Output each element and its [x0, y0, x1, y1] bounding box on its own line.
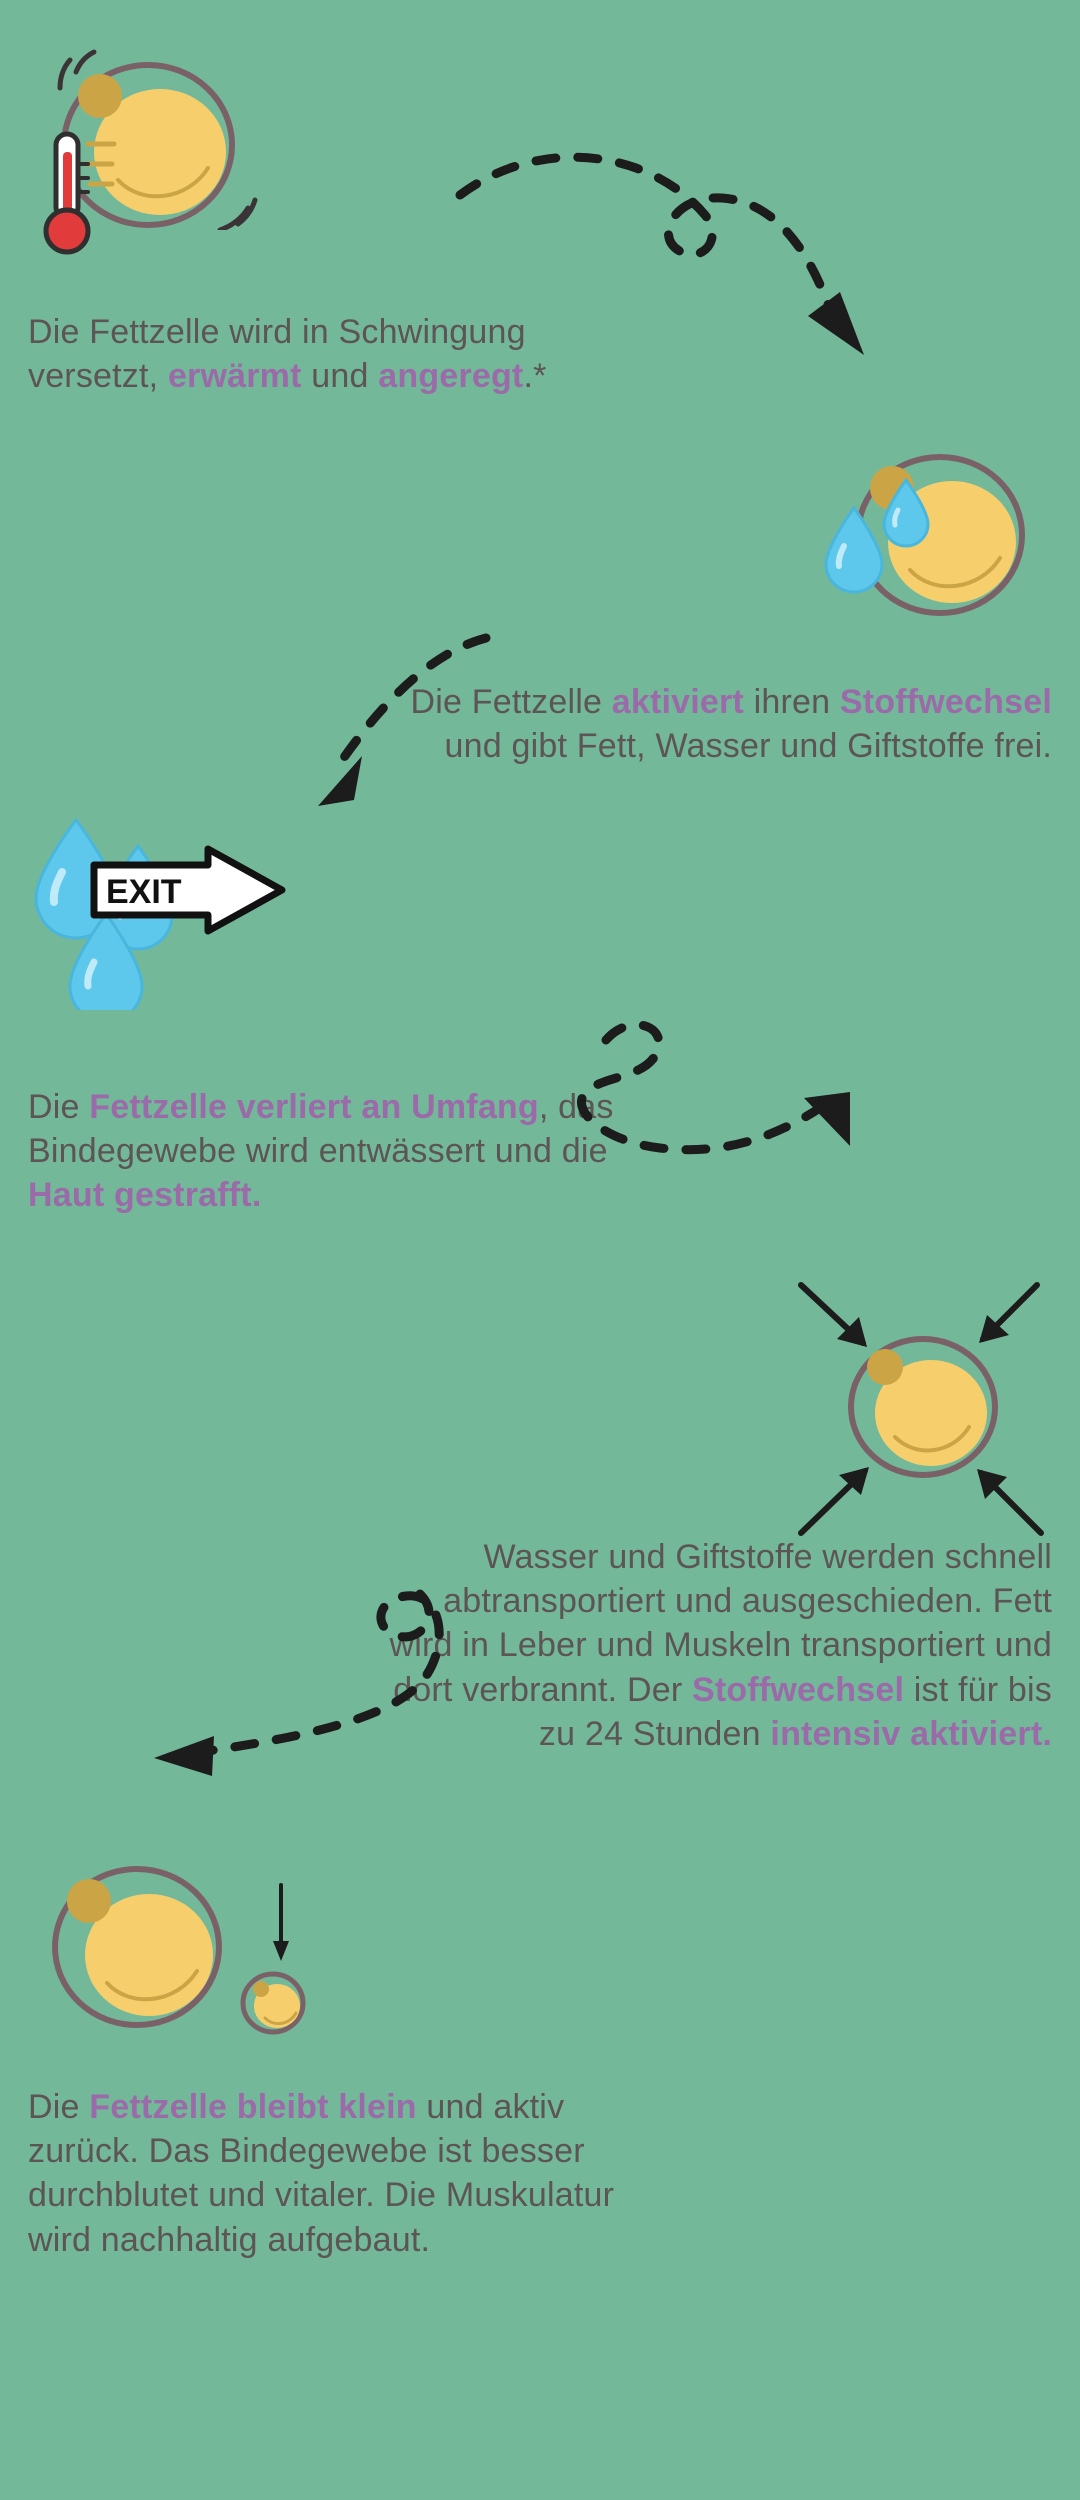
step-1-text: Die Fettzelle wird in Schwingung versetzt, erwärmt und angeregt.*	[28, 313, 547, 396]
step-1-highlight-2: angeregt	[378, 357, 524, 396]
step-2-highlight-1: aktiviert	[611, 683, 744, 721]
step-3-highlight-1: Fettzelle verliert an Umfang	[89, 1088, 539, 1126]
step-2-highlight-2: Stoffwechsel	[839, 683, 1052, 721]
connector-2-arrow	[290, 620, 510, 820]
step-4-highlight-1: Stoffwechsel	[691, 1670, 905, 1709]
step-3-text: Die Fettzelle verliert an Umfang, das Bindegewebe wird entwässert und die Haut gestrafft.	[28, 1088, 614, 1215]
step-3-highlight-2: Haut gestrafft.	[28, 1176, 262, 1215]
thermometer-icon	[38, 130, 98, 265]
exit-sign-arrow-icon	[90, 845, 290, 935]
step-4-highlight-2: intensiv aktiviert.	[770, 1714, 1052, 1753]
connector-3-arrow	[520, 1000, 920, 1200]
fat-cell-small-result-icon	[25, 1855, 325, 2055]
exit-label: EXIT	[106, 873, 182, 911]
fat-cell-shrinking-icon	[775, 1275, 1065, 1545]
connector-4-arrow	[120, 1580, 450, 1800]
step-2-text: Die Fettzelle aktiviert ihren Stoffwechsel und gibt Fett, Wasser und Giftstoffe frei.	[410, 683, 1052, 766]
fat-cell-releasing-water-icon	[810, 440, 1060, 630]
step-1-highlight-1: erwärmt	[167, 357, 302, 396]
step-5-text: Die Fettzelle bleibt klein und aktiv zurück. Das Bindegewebe ist besser durchblutet und vitaler. Die Muskulatur wird nachhaltig aufgebaut.	[28, 2088, 615, 2259]
connector-1-arrow	[450, 140, 920, 390]
step-4-text: Wasser und Giftstoffe werden schnell abtransportiert und ausgeschieden. Fett wird in Leber und Muskeln transportiert und dort verbrannt. Der Stoffwechsel ist für bis zu 24 Stunden intensiv aktiviert.	[389, 1538, 1052, 1753]
step-5-highlight-1: Fettzelle bleibt klein	[89, 2088, 417, 2126]
